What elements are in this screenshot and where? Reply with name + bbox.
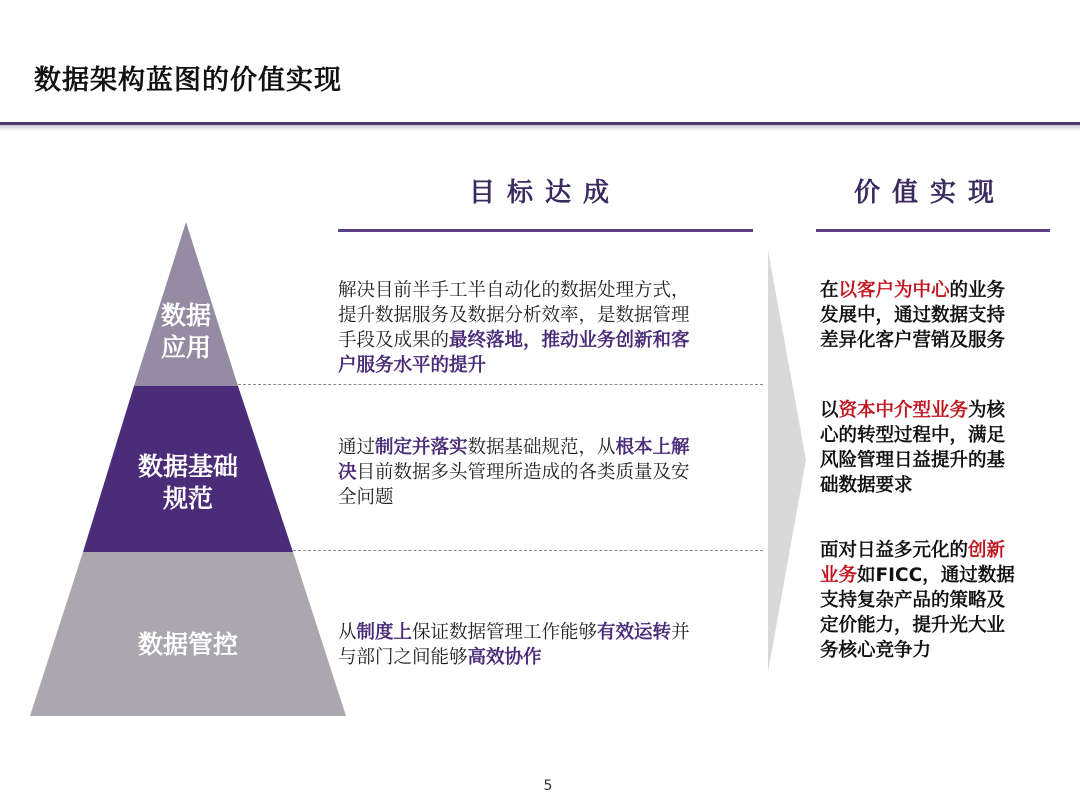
body-text: 支持复杂产品的策略及 <box>820 590 1006 611</box>
tier-label-application: 数据 应用 <box>160 301 211 362</box>
text-line <box>820 588 1060 613</box>
highlight-text: 决 <box>338 462 357 483</box>
highlight-text: 资本中介型业务 <box>838 400 969 421</box>
value-header: 价值实现 <box>853 178 1006 208</box>
highlight-text: 根本上解 <box>615 437 690 458</box>
body-text: 差异化客户营销及服务 <box>820 330 1006 351</box>
text-line <box>820 278 1060 303</box>
transition-arrow <box>768 250 806 672</box>
value-description-customer <box>820 278 1060 353</box>
body-text: 的业务 <box>949 280 1006 301</box>
highlight-text: 有效运转 <box>597 622 672 643</box>
text-line <box>820 538 1060 563</box>
text-line <box>338 620 758 645</box>
text-line <box>820 328 1060 353</box>
tier-label-governance: 数据管控 <box>137 630 238 659</box>
value-description-capital <box>820 398 1060 498</box>
value-description-innovation <box>820 538 1060 663</box>
text-line <box>820 563 1060 588</box>
goal-header: 目标达成 <box>468 178 621 208</box>
text-line <box>338 485 758 510</box>
body-text: 通过 <box>338 437 376 458</box>
body-text: 目前数据多头管理所造成的各类质量及安 <box>356 462 690 483</box>
tier-divider-1 <box>238 384 763 385</box>
body-text: 础数据要求 <box>820 475 913 496</box>
text-line <box>338 328 758 353</box>
text-line <box>820 423 1060 448</box>
text-line <box>820 303 1060 328</box>
text-line <box>820 473 1060 498</box>
text-line <box>338 435 758 460</box>
body-text: 在 <box>820 280 839 301</box>
body-text: 保证数据管理工作能够 <box>412 622 598 643</box>
body-text: 发展中，通过数据支持 <box>820 305 1006 326</box>
body-text: 为核 <box>968 400 1006 421</box>
body-text: 解决目前半手工半自动化的数据处理方式， <box>338 280 690 301</box>
text-line <box>338 460 758 485</box>
highlight-text: 高效协作 <box>467 647 542 668</box>
goal-description-governance <box>338 620 758 670</box>
highlight-text: 制度上 <box>356 622 413 643</box>
text-line <box>338 303 758 328</box>
highlight-text: 户服务水平的提升 <box>338 355 487 376</box>
body-text: 全问题 <box>338 487 394 508</box>
text-line <box>338 353 758 378</box>
body-text: 手段及成果的 <box>338 330 450 351</box>
tier-divider-2 <box>293 550 763 551</box>
text-line <box>338 645 758 670</box>
highlight-text: 创新 <box>968 540 1006 561</box>
goal-description-application <box>338 278 758 378</box>
highlight-text: 以客户为中心 <box>838 280 950 301</box>
body-text: 以 <box>820 400 839 421</box>
body-text: 面对日益多元化的 <box>820 540 969 561</box>
page-title: 数据架构蓝图的价值实现 <box>34 65 342 96</box>
body-text: 心的转型过程中，满足 <box>820 425 1006 446</box>
body-text: 务核心竞争力 <box>820 640 932 661</box>
body-text: 定价能力，提升光大业 <box>820 615 1006 636</box>
text-line <box>820 448 1060 473</box>
text-line <box>338 278 758 303</box>
body-text: 从 <box>338 622 357 643</box>
text-line <box>820 398 1060 423</box>
highlight-text: 最终落地，推动业务创新和客 <box>449 330 690 351</box>
body-text: 如FICC，通过数据 <box>857 565 1015 586</box>
highlight-text: 制定并落实 <box>375 437 468 458</box>
body-text: 提升数据服务及数据分析效率，是数据管理 <box>338 305 690 326</box>
text-line <box>820 638 1060 663</box>
tier-label-foundation: 数据基础 规范 <box>137 452 238 513</box>
body-text: 风险管理日益提升的基 <box>820 450 1006 471</box>
text-line <box>820 613 1060 638</box>
body-text: 并 <box>671 622 690 643</box>
page-number: 5 <box>543 778 553 794</box>
highlight-text: 业务 <box>820 565 858 586</box>
goal-description-foundation <box>338 435 758 510</box>
body-text: 与部门之间能够 <box>338 647 468 668</box>
body-text: 数据基础规范，从 <box>467 437 616 458</box>
